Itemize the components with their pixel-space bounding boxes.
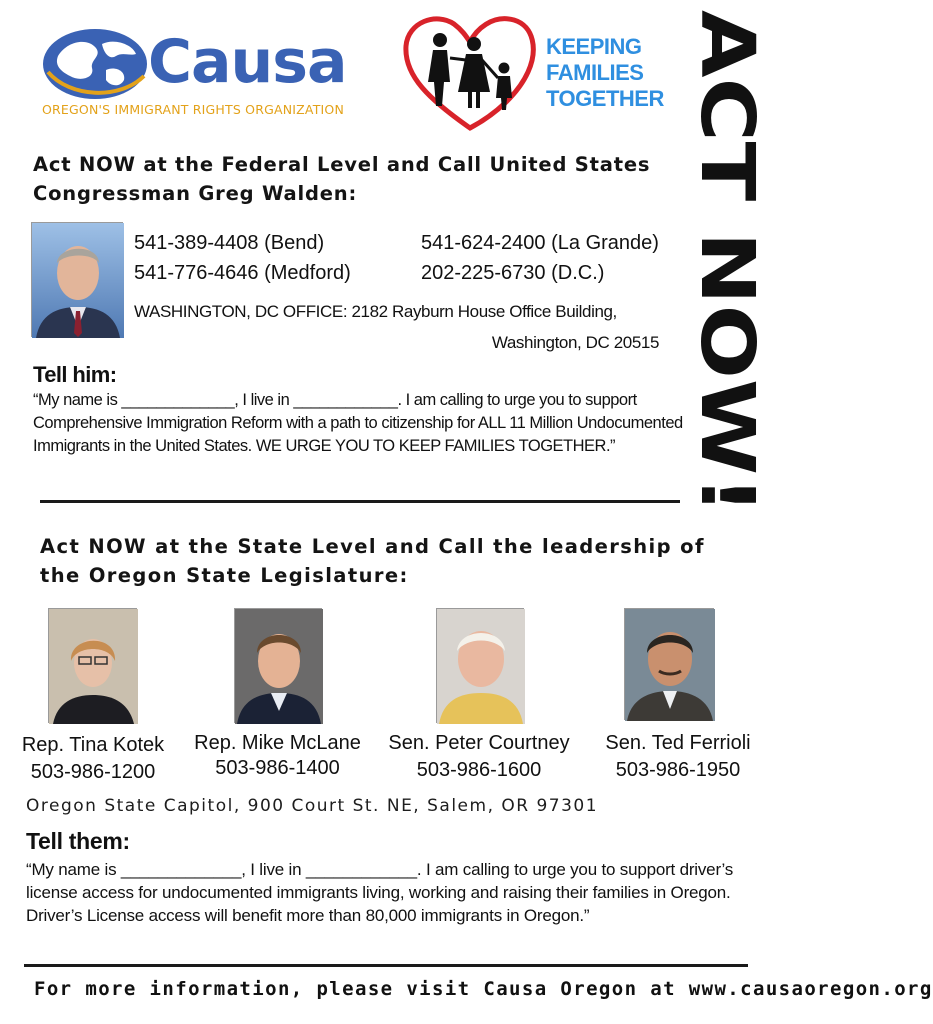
phone-dc[interactable]: 202-225-6730 (D.C.) <box>421 262 605 284</box>
ferrioli-photo <box>624 608 714 720</box>
portrait-icon <box>437 609 525 724</box>
state-heading-line-1: Act NOW at the State Level and Call the leadership of <box>40 535 705 558</box>
federal-heading-line-1: Act NOW at the Federal Level and Call United States <box>33 153 651 176</box>
legislator-card-mclane <box>180 730 375 782</box>
causa-wordmark: Causa <box>148 27 347 97</box>
causa-logo <box>30 22 370 127</box>
kft-line-3: TOGETHER <box>546 86 664 111</box>
legislator-name: Sen. Ted Ferrioli <box>605 732 751 754</box>
legislator-card-kotek <box>8 732 178 786</box>
federal-heading <box>33 150 683 208</box>
courtney-photo <box>436 608 524 723</box>
act-now-banner <box>684 8 770 518</box>
divider <box>24 964 748 967</box>
portrait-icon <box>32 223 124 338</box>
state-heading <box>40 532 730 590</box>
legislator-phone[interactable]: 503-986-1950 <box>615 759 741 781</box>
federal-call-script: “My name is _____________, I live in ____________. I am calling to urge you to support Comprehensive Immigration Reform with a path to citizenship for ALL 11 Million Undocumented Immigrants in the United States. WE URGE YOU TO KEEP FAMILIES TOGETHER.” <box>33 391 683 455</box>
dc-office-line-2: Washington, DC 20515 <box>491 333 659 352</box>
dc-office-address <box>134 296 659 358</box>
phone-bend[interactable]: 541-389-4408 (Bend) <box>134 232 325 254</box>
phone-la-grande[interactable]: 541-624-2400 (La Grande) <box>421 232 659 254</box>
family-heart-icon <box>400 10 540 134</box>
kotek-photo <box>48 608 137 723</box>
dc-office-line-1: WASHINGTON, DC OFFICE: 2182 Rayburn House Office Building, <box>134 302 617 321</box>
tell-them-label: Tell them: <box>26 828 130 854</box>
legislator-phone[interactable]: 503-986-1400 <box>215 757 340 779</box>
legislator-name: Sen. Peter Courtney <box>388 732 570 754</box>
act-now-text: ACT NOW! <box>684 10 770 439</box>
portrait-icon <box>49 609 138 724</box>
walden-photo <box>31 222 123 337</box>
mclane-photo <box>234 608 322 723</box>
legislator-card-courtney <box>376 730 582 784</box>
capitol-address: Oregon State Capitol, 900 Court St. NE, Salem, OR 97301 <box>26 796 599 816</box>
keeping-families-together-logo <box>400 10 664 134</box>
legislator-name: Rep. Mike McLane <box>194 732 361 754</box>
legislator-phone[interactable]: 503-986-1200 <box>30 761 156 783</box>
tell-him-label: Tell him: <box>33 362 117 387</box>
legislator-phone[interactable]: 503-986-1600 <box>416 759 542 781</box>
federal-heading-line-2: Congressman Greg Walden: <box>33 182 358 205</box>
causa-tagline: OREGON'S IMMIGRANT RIGHTS ORGANIZATION <box>42 102 345 117</box>
footer-info[interactable]: For more information, please visit Causa Oregon at www.causaoregon.org <box>34 978 933 1000</box>
kft-line-1: KEEPING <box>546 34 642 59</box>
phone-medford[interactable]: 541-776-4646 (Medford) <box>134 262 351 284</box>
kft-wordmark <box>546 34 664 112</box>
legislator-card-ferrioli <box>592 730 764 784</box>
divider <box>40 500 680 503</box>
portrait-icon <box>235 609 323 724</box>
kft-line-2: FAMILIES <box>546 60 644 85</box>
portrait-icon <box>625 609 715 721</box>
state-call-script: “My name is _____________, I live in ____________. I am calling to urge you to support driver’s license access for undocumented immigrants living, working and raising their families in Oregon. Driver’s License access will benefit more than 80,000 immigrants in Oregon.” <box>26 860 734 925</box>
state-heading-line-2: the Oregon State Legislature: <box>40 564 409 587</box>
globe-icon <box>40 26 150 102</box>
legislator-name: Rep. Tina Kotek <box>21 734 165 756</box>
